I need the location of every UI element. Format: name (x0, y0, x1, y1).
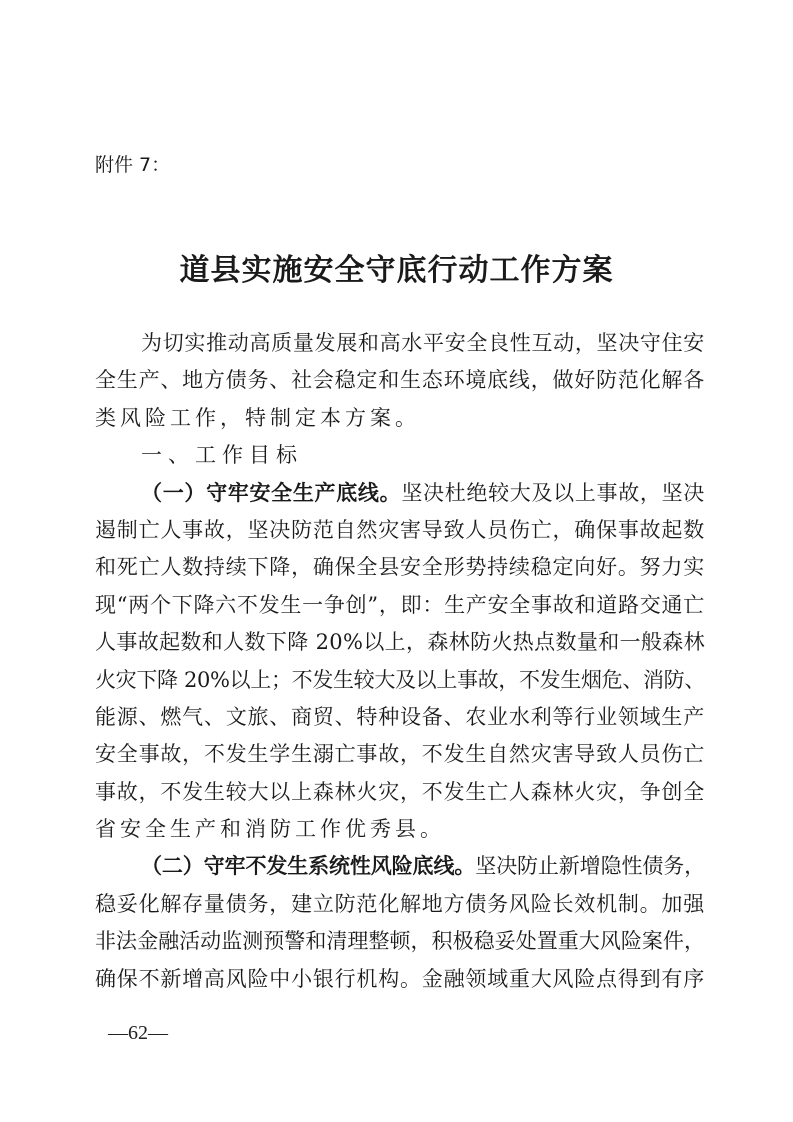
item1-line (95, 512, 705, 549)
text-line: 火灾下降 20%以上；不发生较大及以上事故，不发生烟危、消防、 (95, 667, 705, 692)
text-line: 安全事故，不发生学生溺亡事故，不发生自然灾害导致人员伤亡 (95, 742, 705, 767)
text-line: 人事故起数和人数下降 20%以上，森林防火热点数量和一般森林 (95, 630, 705, 655)
text-line: 稳妥化解存量债务，建立防范化解地方债务风险长效机制。加强 (95, 891, 705, 916)
text-line: 事故，不发生较大以上森林火灾，不发生亡人森林火灾，争创全 (95, 779, 705, 804)
item2-line (95, 923, 705, 960)
text-line: 坚决防止新增隐性债务， (475, 854, 706, 879)
item2-bold-heading: （二）守牢不发生系统性风险底线。 (141, 854, 476, 879)
text-line: 遏制亡人事故，坚决防范自然灾害导致人员伤亡，确保事故起数 (95, 517, 705, 542)
item1-line (95, 811, 705, 848)
text-line: 省安全生产和消防工作优秀县。 (95, 817, 445, 842)
item1-bold-heading: （一）守牢安全生产底线。 (141, 480, 402, 505)
section-heading-text: 一、工作目标 (141, 443, 303, 468)
item1-line (95, 624, 705, 661)
document-title: 道县实施安全守底行动工作方案 (179, 253, 614, 288)
text-line: 全生产、地方债务、社会稳定和生态环境底线，做好防范化解各 (95, 368, 705, 393)
item1-line (95, 549, 705, 586)
annex-label: 附件 7： (95, 154, 171, 176)
text-line: 非法金融活动监测预警和清理整顿，积极稳妥处置重大风险案件， (95, 929, 705, 954)
text-line: 现“两个下降六不发生一争创”，即：生产安全事故和道路交通亡 (95, 592, 705, 617)
intro-line (95, 362, 705, 399)
document-body (95, 325, 705, 998)
item2-line (95, 961, 705, 998)
item1-line (95, 774, 705, 811)
text-line: 类风险工作，特制定本方案。 (95, 405, 420, 430)
text-line: 为切实推动高质量发展和高水平安全良性互动，坚决守住安 (141, 331, 705, 355)
text-line: 坚决杜绝较大及以上事故，坚决 (401, 480, 706, 505)
section-heading (95, 437, 705, 474)
item1-line (95, 475, 705, 512)
page-number: —62— (108, 1022, 168, 1044)
item1-line (95, 699, 705, 736)
text-line: 确保不新增高风险中小银行机构。金融领域重大风险点得到有序 (95, 966, 705, 991)
item1-line (95, 587, 705, 624)
intro-line (95, 400, 705, 437)
text-line: 能源、燃气、文旅、商贸、特种设备、农业水利等行业领域生产 (95, 704, 705, 729)
item2-line (95, 848, 705, 885)
text-line: 和死亡人数持续下降，确保全县安全形势持续稳定向好。努力实 (95, 555, 705, 580)
intro-line (95, 325, 705, 362)
item1-line (95, 736, 705, 773)
item2-line (95, 886, 705, 923)
item1-line (95, 662, 705, 699)
